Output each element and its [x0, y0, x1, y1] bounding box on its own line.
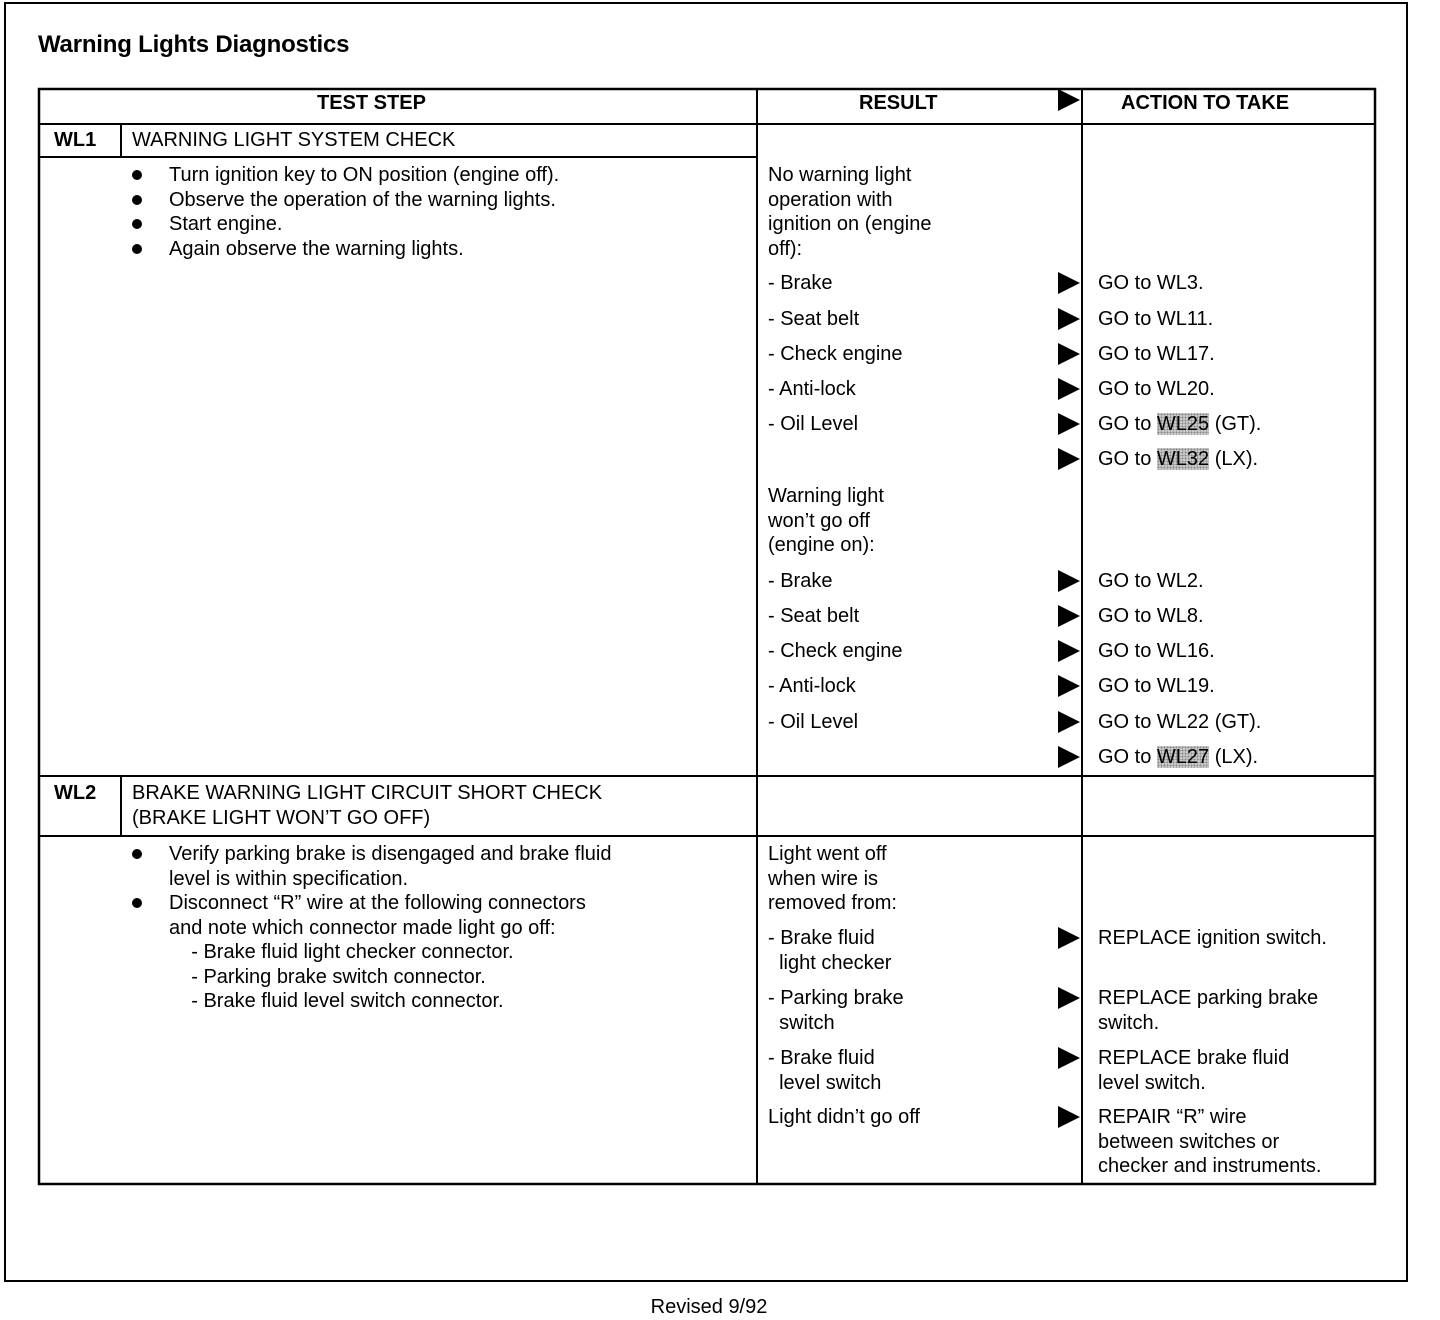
action-text: GO to: [1098, 448, 1157, 470]
result-item: - Brake: [768, 272, 833, 294]
result-item: - Anti-lock: [768, 378, 856, 400]
arrow-icon: [1058, 448, 1080, 470]
test-step-text: Verify parking brake is disengaged and brake fluid level is within specification.: [169, 843, 612, 890]
arrow-icon: [1058, 605, 1080, 627]
bullet-icon: [132, 849, 142, 859]
test-step-text: Disconnect “R” wire at the following connectors and note which connector made light go off: - Brake fluid light checker connector. - Parking brake switch connector. - Brake fluid level switch connector.: [169, 892, 586, 1012]
test-step-text: Start engine.: [169, 213, 283, 235]
result-item: - Check engine: [768, 640, 903, 662]
action-text: GO to WL17.: [1098, 343, 1215, 365]
arrow-icon: [1058, 570, 1080, 592]
action-text: GO to WL19.: [1098, 675, 1215, 697]
wl1-id: WL1: [54, 129, 97, 151]
action-item: [1098, 674, 1215, 699]
arrow-icon: [1058, 746, 1080, 768]
wl2-name: BRAKE WARNING LIGHT CIRCUIT SHORT CHECK (BRAKE LIGHT WON’T GO OFF): [132, 782, 603, 829]
result-item: - Parking brake switch: [768, 987, 904, 1034]
action-item: [1098, 569, 1204, 594]
result-item: Light didn’t go off: [768, 1106, 920, 1128]
header-test-step: TEST STEP: [317, 92, 426, 114]
bullet-icon: [132, 219, 142, 229]
action-text: (LX).: [1209, 746, 1259, 768]
action-item: [1098, 604, 1204, 629]
arrow-icon: [1058, 272, 1080, 294]
action-text: GO to: [1098, 746, 1157, 768]
action-item: [1098, 745, 1258, 770]
arrow-icon: [1058, 413, 1080, 435]
bullet-icon: [132, 195, 142, 205]
action-link: WL25: [1156, 413, 1210, 435]
test-step-text: Observe the operation of the warning lights.: [169, 189, 556, 211]
result-item: - Seat belt: [768, 308, 860, 330]
arrow-icon: [1058, 308, 1080, 330]
action-item: [1098, 412, 1261, 437]
test-step-text: Again observe the warning lights.: [169, 238, 464, 260]
wl2-id: WL2: [54, 782, 97, 804]
arrow-icon: [1058, 1106, 1080, 1128]
action-item: REPLACE brake fluid level switch.: [1098, 1047, 1290, 1094]
action-item: [1098, 271, 1204, 296]
bullet-icon: [132, 170, 142, 180]
result-item: - Check engine: [768, 343, 903, 365]
result-item: - Seat belt: [768, 605, 860, 627]
action-item: REPLACE ignition switch.: [1098, 927, 1327, 949]
result-item: - Brake: [768, 570, 833, 592]
arrow-icon: [1058, 378, 1080, 400]
action-item: [1098, 710, 1261, 735]
bullet-icon: [132, 898, 142, 908]
result-item: - Anti-lock: [768, 675, 856, 697]
action-text: GO to WL16.: [1098, 640, 1215, 662]
action-item: [1098, 447, 1258, 472]
arrow-icon: [1058, 987, 1080, 1009]
action-item: REPAIR “R” wire between switches or checker and instruments.: [1098, 1106, 1322, 1177]
action-item: REPLACE parking brake switch.: [1098, 987, 1319, 1034]
action-text: GO to WL11.: [1098, 308, 1214, 330]
arrow-icon: [1058, 927, 1080, 949]
result-item: - Brake fluid light checker: [768, 927, 892, 974]
action-item: [1098, 307, 1213, 332]
header-action: ACTION TO TAKE: [1121, 92, 1290, 114]
header-arrow-icon: [1058, 89, 1080, 111]
result-item: - Oil Level: [768, 711, 859, 733]
action-text: GO to WL20.: [1098, 378, 1215, 400]
test-step-text: Turn ignition key to ON position (engine off).: [169, 164, 560, 186]
wl1-result-heading-1: No warning light operation with ignition on (engine off):: [768, 164, 932, 260]
arrow-icon: [1058, 640, 1080, 662]
wl2-result-heading: Light went off when wire is removed from:: [768, 843, 897, 914]
action-link: WL27: [1156, 746, 1210, 768]
revision-footer: Revised 9/92: [650, 1296, 768, 1318]
action-text: (GT).: [1209, 413, 1262, 435]
action-text: GO to WL3.: [1098, 272, 1204, 294]
action-text: GO to WL2.: [1098, 570, 1204, 592]
header-result: RESULT: [859, 92, 938, 114]
action-item: [1098, 377, 1215, 402]
bullet-icon: [132, 244, 142, 254]
page-title: Warning Lights Diagnostics: [38, 31, 350, 58]
action-text: GO to WL8.: [1098, 605, 1204, 627]
action-link: WL32: [1156, 448, 1210, 470]
action-item: [1098, 639, 1215, 664]
arrow-icon: [1058, 343, 1080, 365]
wl1-name: WARNING LIGHT SYSTEM CHECK: [132, 129, 456, 151]
arrow-icon: [1058, 711, 1080, 733]
action-text: GO to: [1098, 413, 1157, 435]
arrow-icon: [1058, 1047, 1080, 1069]
result-item: - Brake fluid level switch: [768, 1047, 882, 1094]
action-text: (LX).: [1209, 448, 1259, 470]
action-text: GO to WL22 (GT).: [1098, 711, 1262, 733]
arrow-icon: [1058, 675, 1080, 697]
action-item: [1098, 342, 1215, 367]
wl1-result-heading-2: Warning light won’t go off (engine on):: [768, 485, 884, 556]
result-item: - Oil Level: [768, 413, 859, 435]
